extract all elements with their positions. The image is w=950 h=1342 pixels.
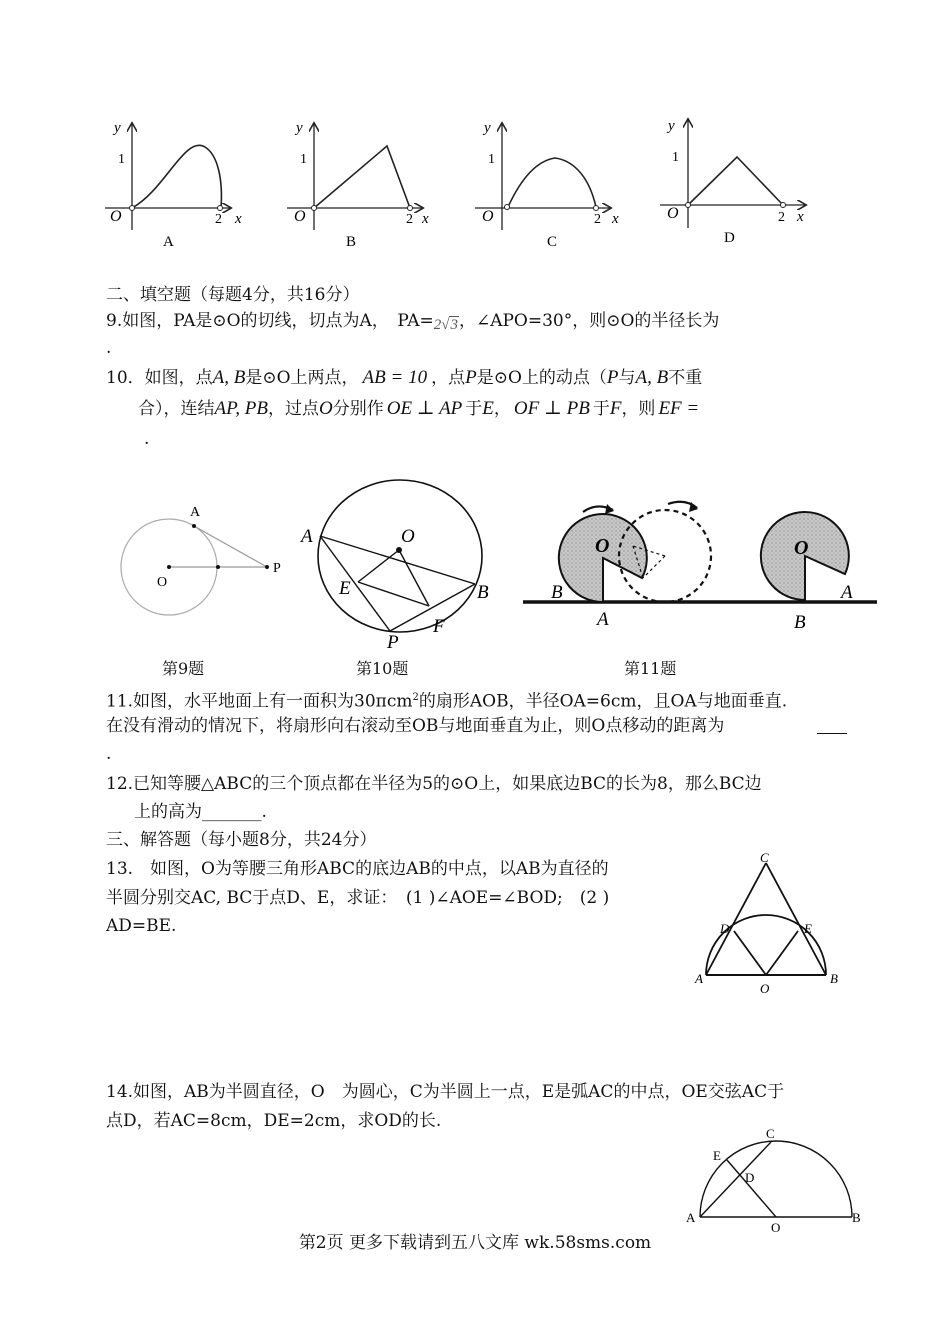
- q12-line2: 上的高为_______.: [134, 802, 267, 822]
- graph-c-caption: C: [547, 234, 558, 250]
- graph-c-origin: O: [482, 208, 494, 225]
- q9-radical: 2√3: [433, 317, 458, 333]
- graph-d-one: 1: [672, 150, 679, 165]
- q11-unit: cm: [386, 691, 413, 712]
- graph-d-caption: D: [724, 230, 735, 246]
- fig14-B: B: [852, 1210, 861, 1225]
- fig13-A: A: [695, 971, 703, 986]
- q9-text-b: ，∠APO=30°，则⊙O的半径长为: [458, 311, 720, 331]
- fig10-caption: 第10题: [356, 659, 409, 678]
- q14-line2: 点D，若AC=8cm，DE=2cm，求OD的长.: [106, 1111, 442, 1131]
- graph-c-x: x: [612, 211, 619, 227]
- fig14-D: D: [745, 1170, 755, 1185]
- fig10-A: A: [301, 526, 313, 547]
- q11-answer-blank[interactable]: [817, 733, 847, 734]
- fig13-E: E: [804, 921, 812, 936]
- section2-title: 二、填空题（每题4分，共16分）: [106, 285, 360, 305]
- q11-unit-sup: 2: [412, 692, 419, 703]
- graph-a-x: x: [235, 211, 242, 227]
- q11-end: .: [106, 744, 112, 764]
- graph-options-figure: [90, 110, 830, 260]
- fig11-caption: 第11题: [624, 659, 677, 678]
- q10-line1: 10．如图，点A, B是⊙O上两点， AB = 10 ，点P是⊙O上的动点（P与A, B不重: [106, 367, 703, 388]
- graph-a-origin: O: [110, 208, 122, 225]
- graph-a-one: 1: [118, 152, 125, 167]
- q9-line: [106, 309, 719, 337]
- fig13-O: O: [760, 981, 770, 996]
- fig11-O1: O: [595, 535, 610, 557]
- figure-9: [110, 500, 300, 620]
- fig13-C: C: [760, 850, 769, 865]
- q13-line1: 13. 如图，O为等腰三角形ABC的底边AB的中点，以AB为直径的: [106, 859, 609, 879]
- fig10-B: B: [477, 582, 489, 603]
- graph-d: [660, 118, 805, 246]
- fig10-F: F: [433, 616, 445, 637]
- q11-line1: 11.如图，水平地面上有一面积为30πcm$^2$的扇形AOB，半径OA=6cm，且OA与地面垂直.: [106, 691, 788, 712]
- fig14-A: A: [686, 1210, 696, 1225]
- figure-13: [690, 845, 850, 1000]
- graph-a-two: 2: [215, 212, 222, 227]
- fig14-O: O: [771, 1220, 781, 1235]
- fig13-B: B: [830, 971, 838, 986]
- q11-line2: 在没有滑动的情况下，将扇形向右滚动至OB与地面垂直为止，则O点移动的距离为: [106, 716, 725, 736]
- graph-b-y: y: [296, 120, 303, 136]
- graph-b: [287, 120, 429, 250]
- graph-b-origin: O: [294, 208, 306, 225]
- q9-end: .: [106, 338, 112, 358]
- q10-line2: 合），连结AP, PB，过点O分别作 OE ⊥ AP 于E， OF ⊥ PB 于F，则 EF =: [138, 398, 700, 419]
- q13-line3: AD=BE.: [106, 916, 177, 936]
- q13-line2: 半圆分别交AC, BC于点D、E，求证： (1 )∠AOE=∠BOD; (2 ): [106, 888, 610, 908]
- q12-line1: 12.已知等腰△ABC的三个顶点都在半径为5的⊙O上，如果底边BC的长为8，那么BC边: [106, 774, 762, 794]
- fig10-O: O: [401, 526, 415, 547]
- graph-d-x: x: [797, 209, 804, 225]
- fig11-A2: A: [841, 582, 853, 603]
- q14-line1: 14.如图，AB为半圆直径，O 为圆心，C为半圆上一点，E是弧AC的中点，OE交弦AC于: [106, 1082, 785, 1102]
- figure-14: [682, 1122, 872, 1237]
- fig11-A1: A: [597, 609, 609, 630]
- fig11-B1: B: [551, 582, 563, 603]
- fig11-B2: B: [794, 612, 806, 633]
- fig13-D: D: [720, 921, 730, 936]
- fig9-A: A: [190, 505, 201, 520]
- graph-a-caption: A: [163, 234, 174, 250]
- fig11-O2: O: [794, 537, 809, 559]
- fig9-O: O: [157, 575, 168, 590]
- fig10-E: E: [339, 578, 351, 599]
- graph-a-y: y: [114, 120, 121, 136]
- graph-d-two: 2: [778, 210, 785, 225]
- figure-10: [295, 470, 510, 655]
- graph-c-two: 2: [594, 212, 601, 227]
- graph-d-y: y: [668, 118, 675, 134]
- graph-d-origin: O: [667, 205, 679, 222]
- fig9-caption: 第9题: [162, 659, 205, 678]
- graph-c: [475, 120, 619, 250]
- fig9-P: P: [273, 561, 281, 576]
- graph-c-one: 1: [488, 152, 495, 167]
- fig10-P: P: [387, 632, 399, 653]
- graph-a: [105, 120, 242, 250]
- fig14-E: E: [713, 1148, 721, 1163]
- section3-title: 三、解答题（每小题8分，共24分）: [106, 830, 377, 850]
- graph-c-y: y: [484, 120, 491, 136]
- fig14-C: C: [766, 1126, 775, 1141]
- figure-11: [515, 490, 885, 635]
- page-footer: 第2页 更多下载请到五八文库 wk.58sms.com: [298, 1233, 652, 1253]
- q9-text-a: 9.如图，PA是⊙O的切线，切点为A， PA=: [106, 311, 434, 331]
- q10-end: .: [144, 429, 150, 449]
- graph-b-two: 2: [406, 212, 413, 227]
- graph-b-one: 1: [300, 152, 307, 167]
- graph-b-caption: B: [346, 234, 357, 250]
- graph-b-x: x: [422, 211, 429, 227]
